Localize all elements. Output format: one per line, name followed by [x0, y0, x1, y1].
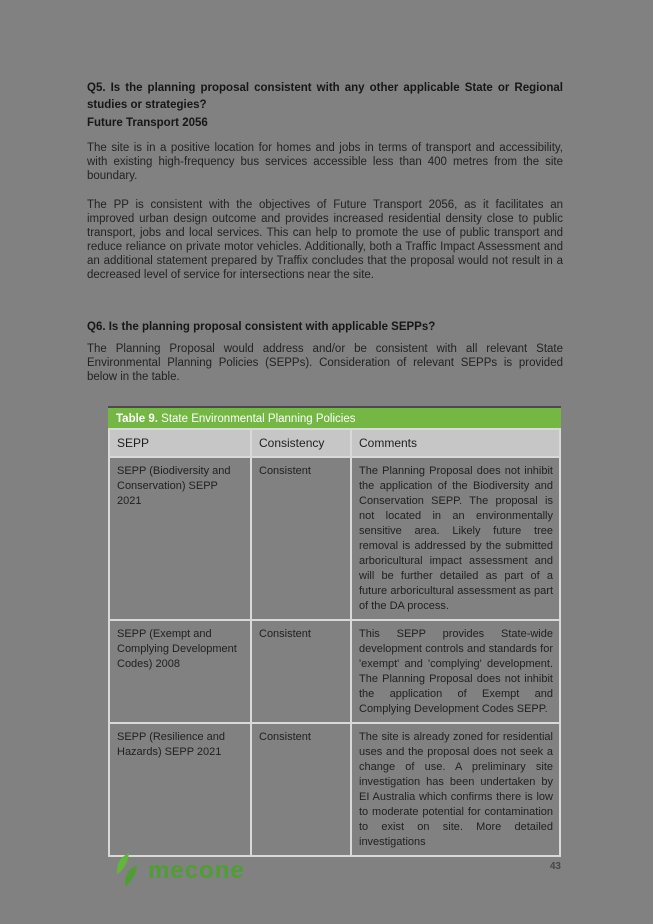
table-row — [108, 724, 561, 857]
table-title-bar — [108, 406, 561, 428]
mecone-logo-text: mecone — [148, 857, 245, 884]
mecone-logo — [112, 851, 245, 891]
mecone-leaf-icon — [112, 851, 142, 891]
table-row — [108, 621, 561, 724]
cell-comments: The site is already zoned for residential uses and the proposal does not seek a change of use. A preliminary site investigation has been undertaken by EI Australia which confirms there is low to moderate potential for contamination to exist on site. More detailed investigations — [352, 724, 561, 857]
cell-consistency: Consistent — [252, 724, 352, 857]
table-title-text: State Environmental Planning Policies — [157, 413, 356, 425]
column-header-comments: Comments — [352, 428, 561, 458]
q6-paragraph-1: The Planning Proposal would address and/or be consistent with all relevant State Environmental Planning Policies (SEPPs). Consideration of relevant SEPPs is provided below in the table. — [87, 343, 563, 383]
cell-sepp-name: SEPP (Biodiversity and Conservation) SEPP 2021 — [108, 458, 252, 621]
question-q6-heading: Q6. Is the planning proposal consistent with applicable SEPPs? — [87, 321, 436, 333]
future-transport-subheading: Future Transport 2056 — [87, 117, 208, 129]
column-header-sepp: SEPP — [108, 428, 252, 458]
cell-consistency: Consistent — [252, 458, 352, 621]
column-header-consistency: Consistency — [252, 428, 352, 458]
sepp-table — [108, 406, 561, 857]
table-number-label: Table 9. — [116, 413, 158, 425]
q5-paragraph-2: The PP is consistent with the objectives of Future Transport 2056, as it facilitates an improved urban design outcome and provides increased residential density close to public transport, jobs and local services. This can help to promote the use of public transport and reduce reliance on private motor vehicles. Additionally, both a Traffic Impact Assessment and an additional statement prepared by Traffix concludes that the proposal would not result in a decreased level of service for intersections near the site. — [87, 199, 563, 281]
cell-sepp-name: SEPP (Resilience and Hazards) SEPP 2021 — [108, 724, 252, 857]
table-header-row — [108, 428, 561, 458]
cell-comments: This SEPP provides State-wide development controls and standards for 'exempt' and 'complying' development. The Planning Proposal does not inhibit the application of Exempt and Complying Development Codes SEPP. — [352, 621, 561, 724]
table-row — [108, 458, 561, 621]
cell-consistency: Consistent — [252, 621, 352, 724]
cell-comments: The Planning Proposal does not inhibit the application of the Biodiversity and Conservation SEPP. The proposal is not located in an environmentally sensitive area. Likely future tree removal is addressed by the submitted arboricultural impact assessment and will be further detailed as part of a future arboricultural assessment as part of the DA process. — [352, 458, 561, 621]
q5-paragraph-1: The site is in a positive location for homes and jobs in terms of transport and accessibility, with existing high-frequency bus services accessible less than 400 metres from the site boundary. — [87, 142, 563, 182]
cell-sepp-name: SEPP (Exempt and Complying Development Codes) 2008 — [108, 621, 252, 724]
page-number: 43 — [549, 861, 561, 872]
question-q5-heading: Q5. Is the planning proposal consistent with any other applicable State or Regional studies or strategies? — [87, 82, 563, 111]
